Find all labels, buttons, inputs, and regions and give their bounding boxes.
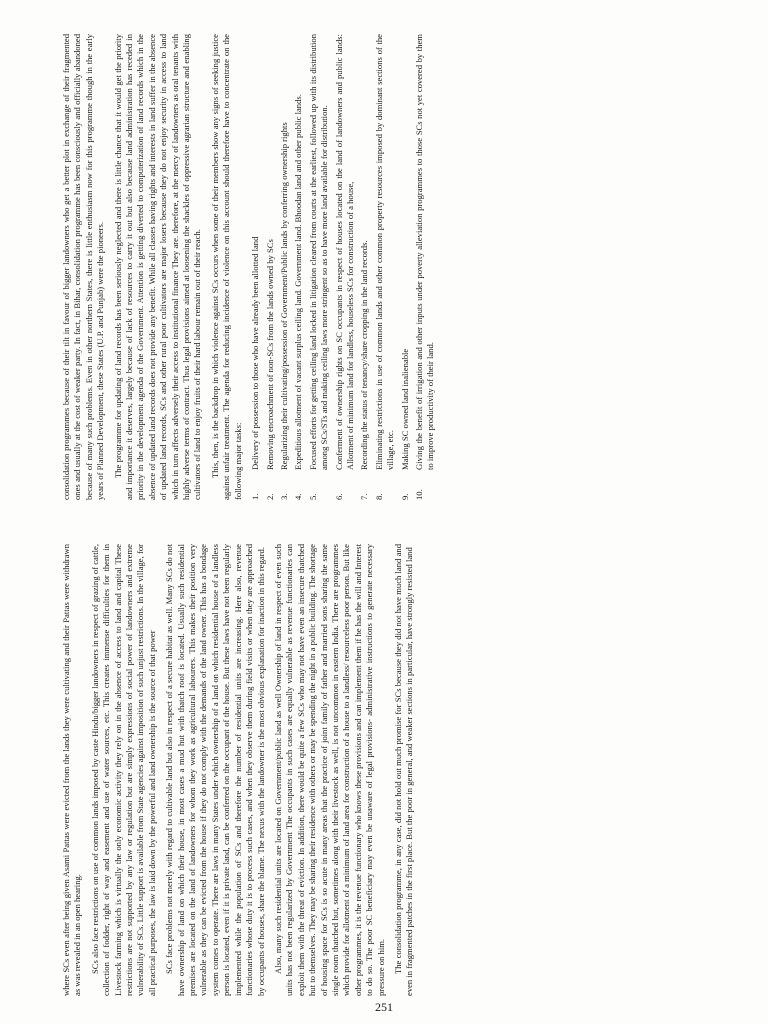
task-number: 3. xyxy=(278,493,289,500)
left-column xyxy=(61,544,707,996)
task-item xyxy=(414,34,437,500)
task-number: 5. xyxy=(307,493,318,500)
page-number: 251 xyxy=(375,1000,393,1014)
task-item xyxy=(359,34,370,500)
task-text: Removing encroachment of non-SCs from the lands owned by SCs xyxy=(264,239,275,470)
right-column xyxy=(61,34,707,500)
task-item xyxy=(374,34,397,500)
task-number: 6. xyxy=(333,493,344,500)
task-text: Delivery of possession to those who have already been allotted land xyxy=(250,236,261,470)
task-item xyxy=(400,34,411,500)
paragraph: The programme for updating of land records has been seriously neglected and there is little chance that it would get the priority and importance it deserves, largely because of lack of resources to carry it out but also because land administration has receded in priority in the development agenda of the Government. Attention is getting diverted to computerization of land records which in the absence of updated land records does not provide any benefit. While all classes having rights and interests in land suffer in the absence of updated land records, SCs and other rural poor cultivators are major losers because they do not enjoy security in access to land which in turn affects adversely their access to institutional finance They are. therefore, at the mercy of landowners as oral tenants with highly adverse terms of contract. Thus legal provisions aimed at loosening the shackles of oppressive agrarian structure and enabling cultivators of land to enjoy fruits of their hard labour remain out of their reach. xyxy=(112,34,203,500)
task-text: Recording the status of tenancy/share cropping in the land records. xyxy=(359,240,370,470)
task-text: Regularizing their cultivating/possession of Government/Public lands by conferring ownership rights xyxy=(278,122,289,470)
task-item xyxy=(293,34,304,500)
task-item xyxy=(279,34,290,500)
paragraph: where SCs even after being given Asami Pattas were evicted from the lands they were cultivating and their Pattas were withdrawn as was revealed in an open hearing. xyxy=(61,544,83,996)
task-item xyxy=(334,34,357,500)
task-list xyxy=(250,34,437,500)
task-number: 10. xyxy=(413,489,424,500)
task-number: 9. xyxy=(399,493,410,500)
paragraph: The consolidation programme, in any case, did not hold out much promise for SCs because they did not have much land and even in fragmented patches in the first place. But the poor in general, and weaker sections in particular, have strongly resisted land xyxy=(392,544,415,996)
task-item xyxy=(265,34,276,500)
task-item xyxy=(308,34,331,500)
task-text: Expeditious allotment of vacant surplus ceiling land. Government land. Bhoodan land and other public lands. xyxy=(293,94,304,470)
paragraph: consolidation programmes because of their tilt in favour of bigger landowners who get a better plot in exchange of their fragmented ones and usually at the cost of weaker party. In fact, in Bihar, consolidation programme has been consciously and officially abandoned because of many such problems. Even in other northern States, there is little enthusiasm now for this programme though in the early years of Planned Development, these States (U.P. and Punjab) were the pioneers. xyxy=(61,34,106,500)
rotated-text-block xyxy=(61,34,707,996)
paragraph: SCs also face restrictions on use of common lands imposed by caste Hindu/bigger landowners in respect of grazing of cattle, collection of fodder, right of way and easement and use of water sources, etc. This creates immense difficulties for them in Livestock farming which is virtually the only economic activity they rely on in the absence of access to land and capital These restrictions are not supported by any law or regulation but are simply expressions of social power of landowners and extreme vulnerability of SCs. Little support is available from State agencies against imposition of such unjust restrictions. In the village, for all practical purposes, the law is laid down by the powerful and land ownership is the source of that power xyxy=(89,544,157,996)
task-number: 4. xyxy=(293,493,304,500)
task-text: Focused efforts for getting ceiling land locked in litigation cleared from courts at the earliest, followed up with its distribution among SCs/STs and making ceiling laws more stringent so as to have more land available for distribution. xyxy=(307,34,330,470)
task-number: 8. xyxy=(373,493,384,500)
task-number: 1. xyxy=(250,493,261,500)
task-item xyxy=(250,34,261,500)
task-number: 2. xyxy=(264,493,275,500)
task-text: Making SC owned land inalienable xyxy=(399,348,410,470)
task-number: 7. xyxy=(359,493,370,500)
paragraph: This, then, is the backdrop in which violence against SCs occurs when some of their members show any signs of seeking justice against unfair treatment. The agenda for reducing incidence of violence on this account should therefore have to concentrate on the following major tasks: xyxy=(209,34,243,500)
task-text: Giving the benefit of irrigation and other inputs under poverty alleviation programmes to those SCs not yet covered by them to improve productivity of their land. xyxy=(413,34,436,470)
paragraph: SCs face problems not merely with regard to cultivable land but also in respect of a secure habitat as well. Many SCs do not have ownership of land on which their house, in most cases a mud hut with thatch roof is located. Usually such residential premises are located on the land of landowners for whom they work as agricultural labourers. This makes their position very vulnerable as they can be evicted from the house if they do not comply with the demands of the land owner. This has a bondage system comes to operate. There are laws in many States under which ownership of a land on which residential house of a landless person is located, even if it is private land, can be conferred on the occupant of the house. But these laws have not been regularly implemented while the population of SCs and therefore the number of residential units are increasing. Here also, revenue functionaries whose duty it is to process such cases, and when they observe them during field visits or when they are approached by occupants of houses, share the blame. The nexus with the landowner is the most obvious explanation for inaction in this regard. xyxy=(164,544,266,996)
task-text: Conferment of ownership rights on SC occupants in respect of houses located on the land of landowners and public lands: Allotment of minimum land for landless, houseless SCs for construction of a house, xyxy=(333,34,355,470)
task-text: Eliminating restrictions in use of common lands and other common property resources imposed by dominant sections of the village, etc. xyxy=(373,34,396,470)
paragraph: Also, many such residential units are located on Government/public land as well Ownership of land in respect of even such units has not been regularized by Government The occupants in such cases are equally vulnerable as revenue functionaries can exploit them with the threat of eviction. In addition, there would be quite a few SCs who may not have even an insecure thatched hut to themselves. They may be sharing their residence with others or may be spending the night in a public building. The shortage of housing space for SCs is so acute in many areas that the practice of joint family of father and married sons sharing the same single room thatched hut, sometimes along with their livestock as well, is not uncommon in eastern India. There are programmes which provide for allotment of a minimum of land area for construction of a house to a landless/ resourceless poor person. But like other programmes, it is the revenue functionary who knows these provisions and can implement them if he has the will and Interest to do so. The poor SC beneficiary may even be unaware of legal provisions- administrative instructions to generate necessary pressure on him. xyxy=(272,544,386,996)
